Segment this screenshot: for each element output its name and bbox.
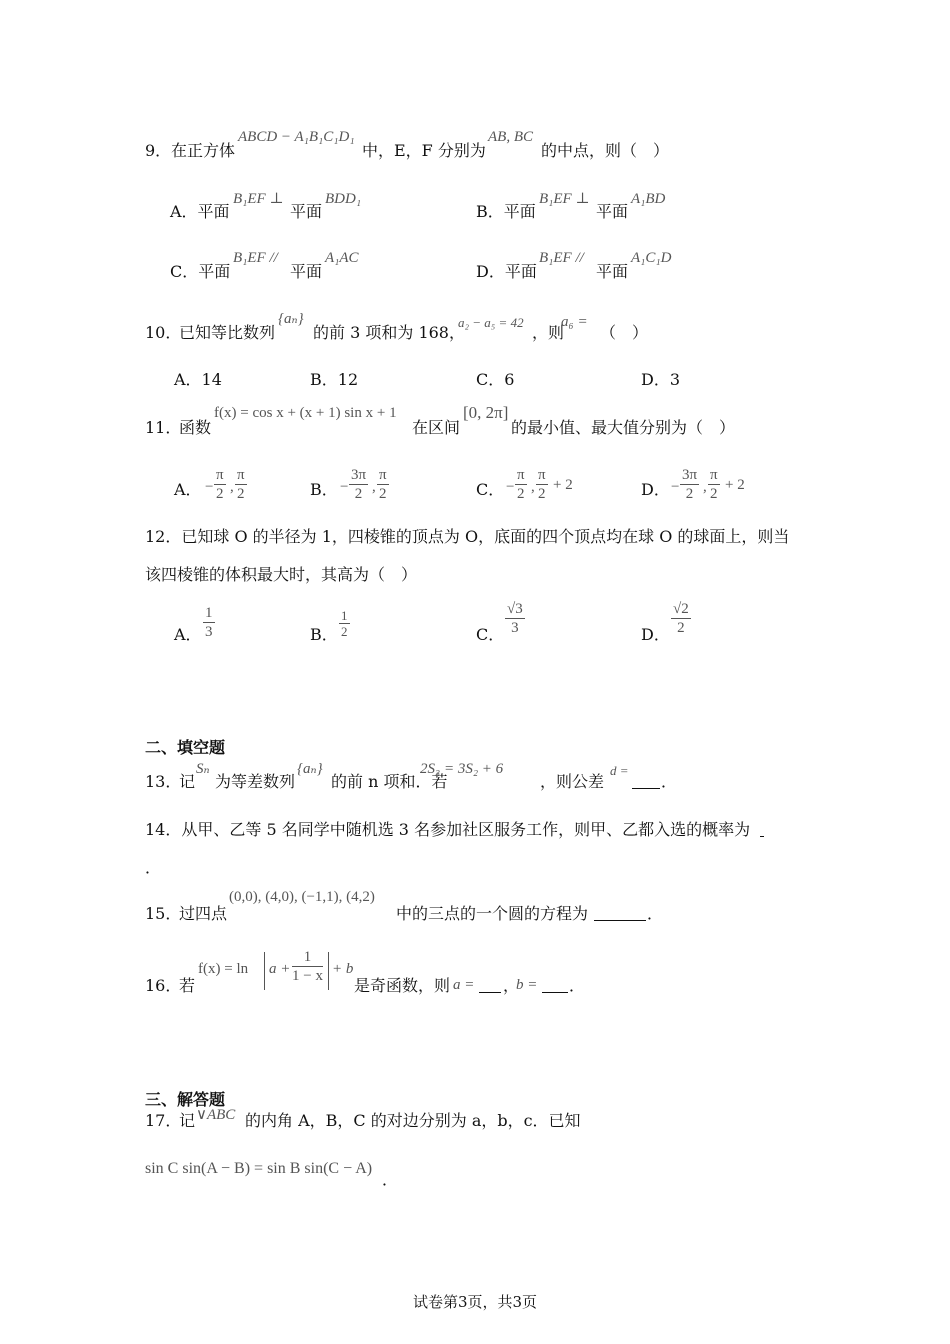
q17-text-c: ．	[382, 1170, 399, 1189]
q11-option-d-sep: ,	[703, 479, 707, 495]
q13-number: 13．	[145, 772, 182, 791]
q16-answer-b-blank[interactable]	[542, 976, 568, 996]
q11-option-a-pre: −	[205, 479, 214, 495]
q9-option-d-m2: A₁C₁D	[631, 250, 672, 266]
q10-text-d: （ ）	[600, 323, 649, 342]
q12-option-a-den: 3	[205, 624, 213, 640]
q17-text-b: 的内角 A，B，C 的对边分别为 a，b，c．已知	[245, 1111, 581, 1130]
q13-math-d: d =	[610, 763, 629, 778]
q17-number: 17．	[145, 1111, 182, 1130]
q9-math-cube: ABCD − A₁B₁C₁D₁	[238, 129, 355, 145]
q9-option-d-label: D．平面	[476, 262, 537, 281]
q9-option-c-mid: 平面	[290, 262, 323, 281]
q9-number: 9．	[145, 141, 172, 160]
q12-option-b-label: B．	[310, 625, 338, 644]
q11-text-a: 函数	[179, 418, 212, 437]
section-solutions-heading: 三、解答题	[145, 1090, 226, 1109]
q12-option-a-num: 1	[205, 605, 213, 621]
q10-text-b: 的前 3 项和为 168，	[313, 323, 465, 342]
q9-option-b-m1: B₁EF ⊥	[539, 191, 590, 207]
q11-option-c-frac2-num: π	[538, 467, 546, 483]
q16-text-b: 是奇函数，则	[354, 976, 451, 995]
q13-math-s: Sₙ	[196, 761, 210, 777]
q12-option-b-num: 1	[341, 608, 348, 623]
q13-text-d: ，则公差	[540, 772, 605, 791]
q11-option-b-frac2	[377, 466, 389, 503]
q11-option-c-frac1	[515, 466, 527, 503]
q11-option-a-frac2-den: 2	[237, 486, 245, 502]
q12-option-b-frac	[339, 608, 350, 639]
q11-option-c-label: C．	[476, 480, 505, 499]
q11-option-a-frac2	[235, 466, 247, 503]
q9-option-a-mid: 平面	[290, 202, 323, 221]
q11-option-d-frac1-den: 2	[685, 486, 694, 502]
q11-option-c-sep: ,	[531, 479, 535, 495]
q9-option-a-m2: BDD₁	[325, 191, 362, 207]
q9-option-d-m1: B₁EF //	[539, 250, 584, 266]
q16-abs-right-bar	[328, 952, 329, 990]
q11-option-c-pre: −	[506, 479, 515, 495]
q11-option-d-pre: −	[671, 479, 680, 495]
q16-text-a: 若	[179, 976, 196, 995]
q16-math-a: a =	[453, 977, 475, 993]
q11-option-d-frac2-num: π	[710, 467, 718, 483]
q12-option-c-den: 3	[511, 620, 519, 636]
q13-math-seq: {aₙ}	[297, 761, 323, 777]
q13-text-b: 为等差数列	[215, 772, 296, 791]
q9-option-d-mid: 平面	[596, 262, 629, 281]
q12-option-d-label: D．	[641, 625, 670, 644]
q11-text-c: 的最小值、最大值分别为（ ）	[511, 418, 736, 437]
q11-option-b-frac2-den: 2	[379, 486, 387, 502]
q9-option-a-m1: B₁EF ⊥	[233, 191, 284, 207]
q10-math-cond: a₂ − a₅ = 42	[458, 315, 524, 330]
q10-number: 10．	[145, 323, 182, 342]
q11-option-b-frac1	[349, 466, 368, 503]
q14-line1: 14．从甲、乙等 5 名同学中随机选 3 名参加社区服务工作，则甲、乙都入选的概率为	[145, 820, 751, 839]
q11-option-c-frac2-den: 2	[538, 486, 546, 502]
q12-option-c-label: C．	[476, 625, 505, 644]
q10-math-ask: a₆ =	[561, 314, 588, 330]
q15-text-c: ．	[647, 904, 664, 923]
q11-number: 11．	[145, 418, 182, 437]
q11-option-c-post: + 2	[553, 477, 573, 493]
q11-option-d-label: D．	[641, 480, 670, 499]
q11-option-b-label: B．	[310, 480, 338, 499]
q17-math-eq: sin C sin(A − B) = sin B sin(C − A)	[145, 1160, 373, 1177]
q13-answer-blank[interactable]	[632, 772, 660, 792]
q12-option-c-frac	[505, 600, 525, 637]
q11-option-d-post: + 2	[725, 477, 745, 493]
q16-answer-a-blank[interactable]	[479, 976, 501, 996]
q14-line2: ．	[145, 858, 162, 877]
q9-option-b-m2: A₁BD	[631, 191, 666, 207]
q15-answer-blank[interactable]	[594, 904, 646, 924]
page-footer: 试卷第3页，共3页	[412, 1293, 538, 1311]
q13-math-cond: 2S₃ = 3S₂ + 6	[420, 761, 504, 777]
q9-text-c: 的中点，则（ ）	[541, 141, 670, 160]
q16-text-d: ．	[569, 976, 586, 995]
q14-answer-blank[interactable]	[760, 820, 764, 840]
q9-text-b: 中，E，F 分别为	[362, 141, 486, 160]
q9-option-a-label: A．平面	[170, 202, 230, 221]
q11-option-a-frac1-den: 2	[216, 486, 224, 502]
q11-option-d-frac2-den: 2	[710, 486, 718, 502]
q16-frac-den: 1 − x	[292, 968, 323, 984]
q10-text-c: ，则	[532, 323, 565, 342]
q10-option-c: C．6	[476, 370, 515, 389]
q16-abs-left-bar	[264, 952, 265, 990]
q9-option-c-m1: B₁EF //	[233, 250, 278, 266]
q11-option-a-frac2-num: π	[237, 467, 245, 483]
q10-option-a: A．14	[174, 370, 222, 389]
q11-option-a-frac1	[214, 466, 226, 503]
q15-math-pts: (0,0), (4,0), (−1,1), (4,2)	[229, 889, 375, 905]
q16-frac	[292, 948, 323, 985]
q12-option-b-den: 2	[341, 624, 348, 639]
q10-option-b: B．12	[310, 370, 359, 389]
q13-text-c: 的前 n 项和．若	[331, 772, 448, 791]
q15-text-b: 中的三点的一个圆的方程为	[396, 904, 589, 923]
q17-math-tri: ∨ABC	[196, 1107, 236, 1123]
q9-option-b-label: B．平面	[476, 202, 536, 221]
q9-option-c-label: C．平面	[170, 262, 231, 281]
q11-math-int: [0, 2π]	[463, 403, 509, 422]
q16-number: 16．	[145, 976, 182, 995]
q11-option-c-frac2	[536, 466, 548, 503]
q11-text-b: 在区间	[412, 418, 461, 437]
q10-option-d: D．3	[641, 370, 681, 389]
q16-math-abs-a: a +	[269, 961, 291, 977]
q11-option-a-label: A．	[174, 480, 202, 499]
section-fill-in-heading: 二、填空题	[145, 738, 226, 757]
q12-option-a-frac	[203, 604, 215, 641]
q11-option-d-frac2	[708, 466, 720, 503]
q10-math-seq: {aₙ}	[278, 311, 304, 327]
q11-option-b-frac1-den: 2	[354, 486, 363, 502]
q16-math-post: + b	[332, 961, 354, 977]
q10-text-a: 已知等比数列	[179, 323, 276, 342]
q15-text-a: 过四点	[179, 904, 228, 923]
q12-option-a-label: A．	[174, 625, 202, 644]
q16-text-c: ，	[503, 976, 520, 995]
q16-math-pre: f(x) = ln	[198, 961, 249, 977]
q9-option-c-m2: A₁AC	[325, 250, 359, 266]
q11-option-b-sep: ,	[372, 479, 376, 495]
q11-option-c-frac1-num: π	[517, 467, 525, 483]
q9-text-a: 在正方体	[171, 141, 236, 160]
q12-option-d-den: 2	[677, 620, 685, 636]
q17-text-a: 记	[179, 1111, 196, 1130]
q13-text-e: ．	[661, 772, 678, 791]
q9-option-b-mid: 平面	[596, 202, 629, 221]
q11-option-b-frac1-num: 3π	[351, 467, 367, 483]
q11-math-f: f(x) = cos x + (x + 1) sin x + 1	[214, 405, 397, 421]
q16-math-b: b =	[516, 977, 538, 993]
q11-option-a-frac1-num: π	[216, 467, 224, 483]
q11-option-c-frac1-den: 2	[517, 486, 525, 502]
q12-option-d-frac	[671, 600, 691, 637]
q15-number: 15．	[145, 904, 182, 923]
q12-line2: 该四棱锥的体积最大时，其高为（ ）	[145, 565, 418, 584]
q16-frac-num: 1	[292, 948, 323, 967]
q11-option-b-frac2-num: π	[379, 467, 387, 483]
q9-math-ab: AB, BC	[488, 129, 533, 145]
q12-option-c-num: √3	[507, 601, 523, 617]
q12-option-d-num: √2	[673, 601, 689, 617]
q13-text-a: 记	[179, 772, 196, 791]
q11-option-d-frac1	[680, 466, 699, 503]
q11-option-b-pre: −	[340, 479, 349, 495]
q12-line1: 12．已知球 O 的半径为 1，四棱锥的顶点为 O，底面的四个顶点均在球 O 的球面上，则当	[145, 527, 790, 546]
q11-option-d-frac1-num: 3π	[682, 467, 698, 483]
q11-option-a-sep: ,	[230, 479, 234, 495]
